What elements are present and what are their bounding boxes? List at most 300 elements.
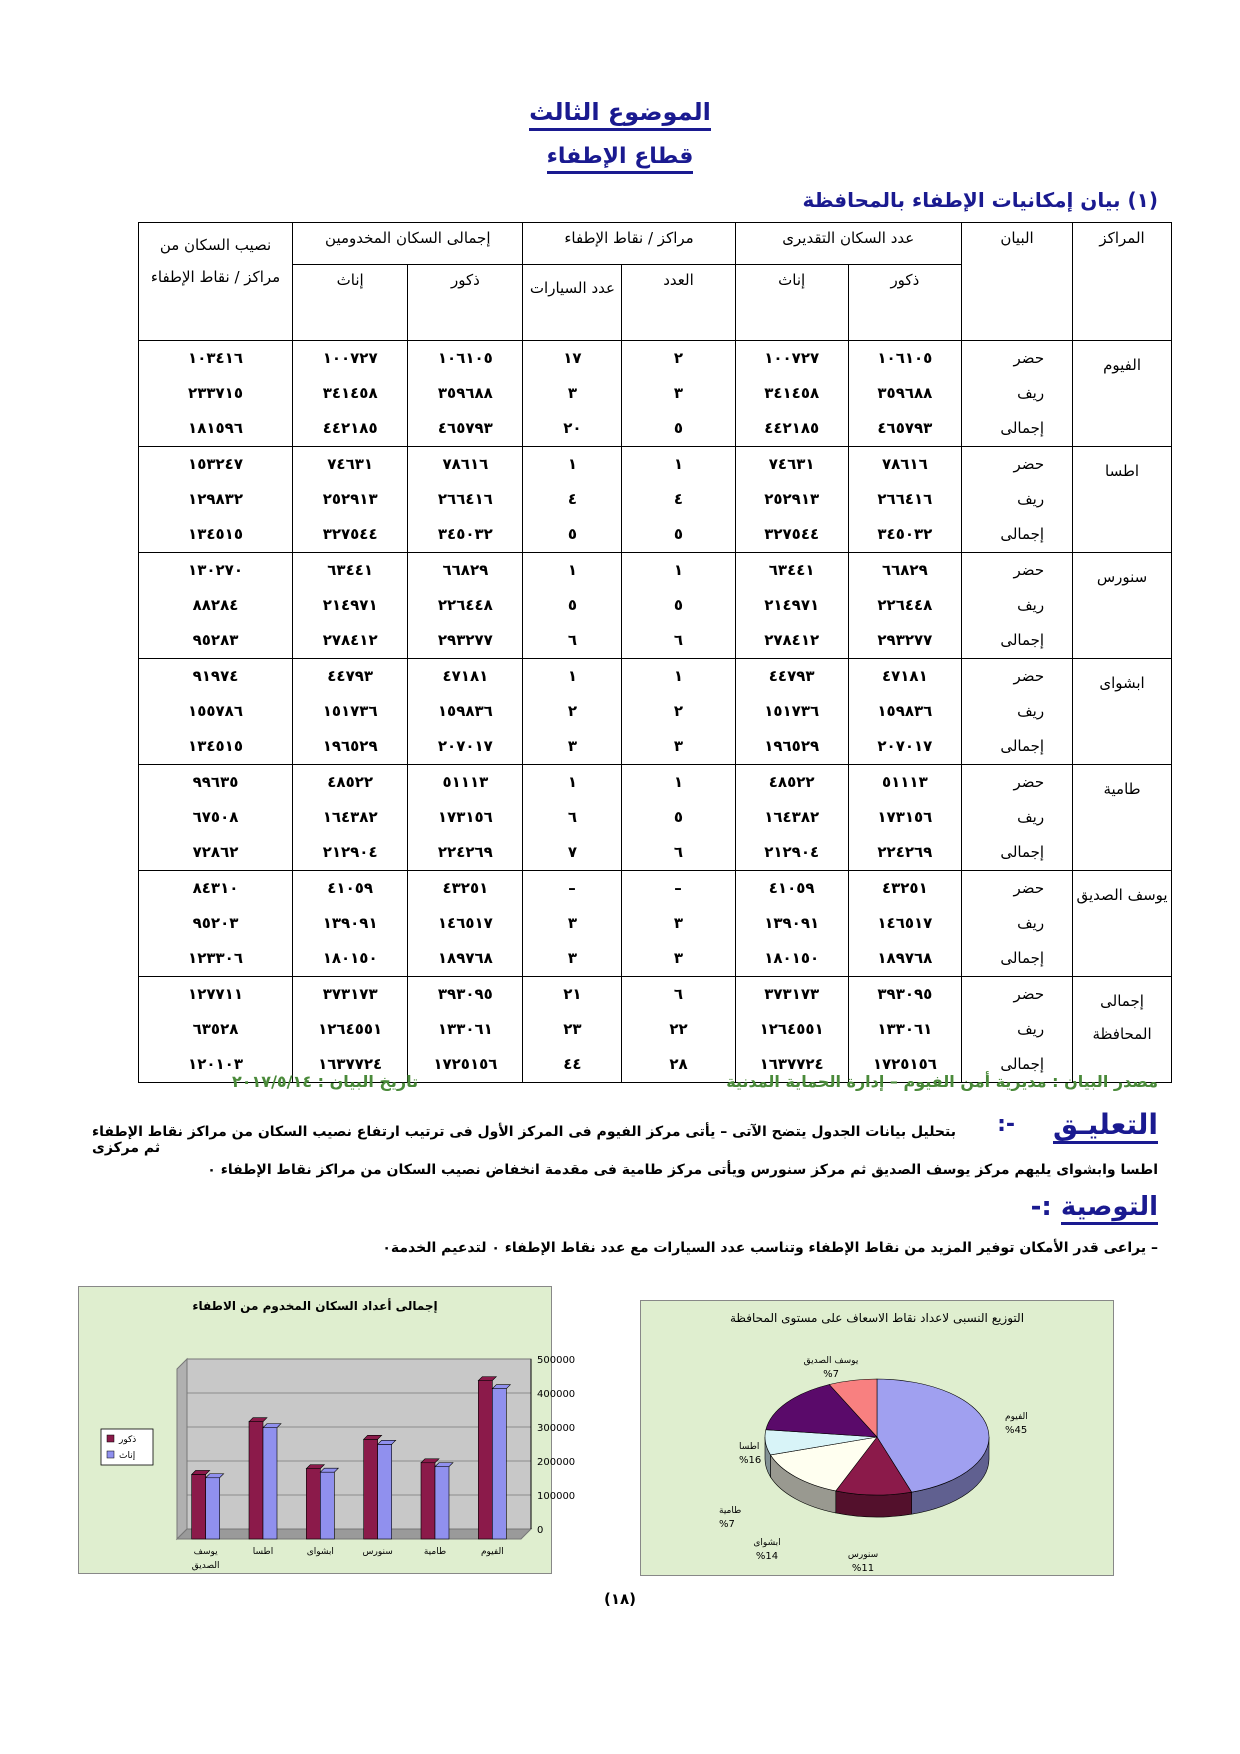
cell-value: ٢١ <box>563 985 582 1003</box>
header-est-males: ذكور <box>848 265 961 341</box>
cell-value: ٦ <box>673 843 684 861</box>
row-label: ريف <box>1017 384 1045 402</box>
row-label: إجمالى <box>1000 843 1045 861</box>
cell-value: ١٨٩٧٦٨ <box>437 949 493 967</box>
data-cell <box>622 871 735 977</box>
row-label: ريف <box>1017 596 1045 614</box>
row-label: حضر <box>1013 985 1045 1003</box>
cell-value: ٤٣٢٥١ <box>881 879 928 897</box>
cell-value: ١٠٣٤١٦ <box>188 349 243 367</box>
cell-value: ١٧٣١٥٦ <box>877 808 933 826</box>
y-tick-label: 100000 <box>537 1491 576 1502</box>
cell-value: ٣ <box>567 949 578 967</box>
x-tick-label: ابشواى <box>306 1547 334 1557</box>
comment-text-2: اطسا وابشواى يليهم مركز يوسف الصديق ثم مركز سنورس ويأتى مركز طامية فى مقدمة انخفاض نصيب السكان من مراكز نقاط الإطفاء ٠ <box>207 1162 1158 1178</box>
cell-value: ٢ <box>673 702 684 720</box>
table-row <box>139 659 1172 765</box>
cell-value: ٤٨٥٢٢ <box>327 773 374 791</box>
cell-value: ٢ <box>567 702 578 720</box>
data-cell <box>408 765 523 871</box>
pie-chart <box>641 1301 1113 1575</box>
cell-value: ٢٥٢٩١٣ <box>322 490 378 508</box>
header-served-females: إناث <box>293 265 408 341</box>
cell-value: ٥ <box>673 525 684 543</box>
data-cell <box>408 447 523 553</box>
cell-value: ٣٤١٤٥٨ <box>764 384 820 402</box>
cell-value: ٦٦٨٢٩ <box>881 561 928 579</box>
plot-floor <box>177 1529 531 1539</box>
data-cell <box>293 871 408 977</box>
data-cell <box>622 659 735 765</box>
table-row <box>139 765 1172 871</box>
data-cell <box>735 765 848 871</box>
data-cell <box>622 765 735 871</box>
y-tick-label: 200000 <box>537 1457 576 1468</box>
cell-value: ٢٩٣٢٧٧ <box>437 631 493 649</box>
cell-value: ٣٩٣٠٩٥ <box>877 985 933 1003</box>
cell-value: ٤٤٧٩٣ <box>768 667 815 685</box>
data-cell <box>293 765 408 871</box>
cell-value: ١٨١٥٩٦ <box>188 419 243 437</box>
pie-percent: %7 <box>719 1519 735 1530</box>
header-statement: البيان <box>961 223 1072 341</box>
cell-value: ٥١١١٣ <box>442 773 489 791</box>
cell-value: ٣٥٩٦٨٨ <box>437 384 493 402</box>
cell-value: ١ <box>567 773 578 791</box>
cell-value: ٦ <box>673 631 684 649</box>
pie-chart-panel <box>640 1300 1114 1576</box>
cell-value: ٢١٤٩٧١ <box>764 596 820 614</box>
cell-value: ٢٢٤٢٦٩ <box>877 843 933 861</box>
x-tick-label: اطسا <box>252 1547 274 1557</box>
data-cell <box>408 977 523 1083</box>
data-cell <box>735 977 848 1083</box>
bar <box>364 1439 378 1539</box>
cell-value: ٥١١١٣ <box>881 773 928 791</box>
header-served-males: ذكور <box>408 265 523 341</box>
cell-value: ٢ <box>673 349 684 367</box>
row-labels <box>961 447 1072 553</box>
cell-value: ٤٣٢٥١ <box>442 879 489 897</box>
recommendation-heading: التوصية :- <box>1031 1192 1158 1222</box>
cell-value: ١ <box>567 667 578 685</box>
table-row <box>139 553 1172 659</box>
bar <box>478 1381 492 1539</box>
header-est-pop: عدد السكان التقديرى <box>735 223 961 265</box>
cell-value: ١٧٢٥١٥٦ <box>433 1055 498 1073</box>
cell-value: ٦ <box>567 631 578 649</box>
bar-chart-title: إجمالى أعداد السكان المخدوم من الاطفاء <box>192 1299 438 1313</box>
data-cell <box>139 765 293 871</box>
cell-value: ٣٤١٤٥٨ <box>322 384 378 402</box>
cell-value: ٤٨٥٢٢ <box>768 773 815 791</box>
bar <box>249 1422 263 1539</box>
section-title: قطاع الإطفاء <box>0 144 1240 169</box>
cell-value: ١٢٣٣٠٦ <box>188 949 243 967</box>
comment-heading-suffix: :- <box>997 1112 1015 1137</box>
data-cell <box>139 871 293 977</box>
plot-side-wall <box>177 1359 187 1539</box>
pie-label: سنورس <box>847 1550 879 1560</box>
cell-value: ١ <box>567 455 578 473</box>
y-tick-label: 400000 <box>537 1389 576 1400</box>
cell-value: ٣ <box>673 737 684 755</box>
cell-value: ١ <box>673 561 684 579</box>
cell-value: ٥ <box>673 808 684 826</box>
page-number: (١٨) <box>603 1590 637 1608</box>
cell-value: ٣ <box>673 949 684 967</box>
data-cell <box>523 977 622 1083</box>
cell-value: ٤ <box>567 490 578 508</box>
row-label: إجمالى <box>1000 419 1045 437</box>
cell-value: ٢٢٦٤٤٨ <box>877 596 933 614</box>
center-name: سنورس <box>1073 553 1172 659</box>
cell-value: ١٢٩٨٣٢ <box>188 490 243 508</box>
cell-value: ١٥٣٢٤٧ <box>188 455 243 473</box>
table-row <box>139 977 1172 1083</box>
row-labels <box>961 765 1072 871</box>
cell-value: ٢٠٧٠١٧ <box>877 737 933 755</box>
header-share: نصيب السكان من مراكز / نقاط الإطفاء <box>139 223 293 341</box>
row-label: إجمالى <box>1000 949 1045 967</box>
cell-value: ٧٤٦٣١ <box>768 455 815 473</box>
bar <box>263 1428 277 1539</box>
cell-value: ٨٤٣١٠ <box>192 879 239 897</box>
table-row <box>139 341 1172 447</box>
cell-value: ١٩٦٥٢٩ <box>322 737 378 755</box>
data-cell <box>408 553 523 659</box>
cell-value: ١٠٠٧٢٧ <box>322 349 378 367</box>
row-label: إجمالى <box>1000 1055 1045 1073</box>
cell-value: ١٧ <box>563 349 582 367</box>
cell-value: ٥ <box>673 596 684 614</box>
bar <box>492 1389 506 1539</box>
x-tick-label: الفيوم <box>480 1547 504 1557</box>
row-label: حضر <box>1013 349 1045 367</box>
data-cell <box>139 659 293 765</box>
cell-value: ٢٢ <box>669 1020 688 1038</box>
firefighting-table <box>138 222 1172 1083</box>
cell-value: ٦٧٥٠٨ <box>192 808 239 826</box>
cell-value: ٥ <box>567 525 578 543</box>
header-est-females: إناث <box>735 265 848 341</box>
data-cell <box>293 447 408 553</box>
cell-value: ١٨٠١٥٠ <box>322 949 378 967</box>
center-name: ابشواى <box>1073 659 1172 765</box>
data-cell <box>735 659 848 765</box>
cell-value: ٧٤٦٣١ <box>327 455 374 473</box>
cell-value: ٩٥٢٠٣ <box>192 914 239 932</box>
data-source: مصدر البيان : مديرية أمن الفيوم – إدارة الحماية المدنية <box>726 1072 1158 1091</box>
cell-value: ١٤٦٥١٧ <box>877 914 933 932</box>
pie-percent: %45 <box>1005 1425 1028 1436</box>
data-cell <box>622 447 735 553</box>
cell-value: ١٨٩٧٦٨ <box>877 949 933 967</box>
pie-percent: %16 <box>739 1455 762 1466</box>
cell-value: ٢١٤٩٧١ <box>322 596 378 614</box>
cell-value: ٧٨٦١٦ <box>442 455 489 473</box>
header-stations: مراكز / نقاط الإطفاء <box>523 223 735 265</box>
cell-value: ٢٧٨٤١٢ <box>322 631 378 649</box>
cell-value: ٢٥٢٩١٣ <box>764 490 820 508</box>
cell-value: ١٧٢٥١٥٦ <box>872 1055 937 1073</box>
bar <box>421 1463 435 1539</box>
cell-value: ١٣٤٥١٥ <box>188 525 243 543</box>
cell-value: ١ <box>673 455 684 473</box>
cell-value: ٦٣٥٢٨ <box>192 1020 239 1038</box>
cell-value: ١٥٥٧٨٦ <box>188 702 243 720</box>
row-labels <box>961 553 1072 659</box>
data-cell <box>735 553 848 659</box>
table-row <box>139 447 1172 553</box>
row-label: ريف <box>1017 490 1045 508</box>
cell-value: ٩٥٢٨٣ <box>192 631 239 649</box>
cell-value: ١٥٩٨٣٦ <box>437 702 493 720</box>
cell-value: ٢٩٣٢٧٧ <box>877 631 933 649</box>
bar <box>192 1474 206 1539</box>
cell-value: ٢٨ <box>669 1055 688 1073</box>
row-label: إجمالى <box>1000 525 1045 543</box>
pie-chart-title: التوزيع النسبى لاعداد نقاط الاسعاف على مستوى المحافظة <box>729 1311 1025 1325</box>
cell-value: ٢٧٨٤١٢ <box>764 631 820 649</box>
legend-swatch <box>107 1435 114 1442</box>
cell-value: ٢٢٤٢٦٩ <box>437 843 493 861</box>
data-cell <box>735 341 848 447</box>
bar <box>435 1467 449 1539</box>
data-cell <box>848 659 961 765</box>
data-cell <box>139 447 293 553</box>
cell-value: ٢١٢٩٠٤ <box>764 843 820 861</box>
cell-value: ٤٤ <box>563 1055 582 1073</box>
legend-label: ذكور <box>119 1435 137 1445</box>
center-name: الفيوم <box>1073 341 1172 447</box>
data-cell <box>408 659 523 765</box>
cell-value: ٤٧١٨١ <box>442 667 489 685</box>
bar <box>378 1444 392 1539</box>
data-cell <box>848 871 961 977</box>
cell-value: ٣٢٧٥٤٤ <box>764 525 820 543</box>
row-labels <box>961 977 1072 1083</box>
cell-value: ٣ <box>673 384 684 402</box>
cell-value: ١٣٤٥١٥ <box>188 737 243 755</box>
data-cell <box>622 977 735 1083</box>
data-date: تاريخ البيان : ٢٠١٧/٥/١٤ <box>232 1072 419 1091</box>
x-tick-label: يوسف <box>193 1547 218 1557</box>
pie-label: اطسا <box>739 1442 760 1452</box>
header-served-pop: إجمالى السكان المخدومين <box>293 223 523 265</box>
cell-value: ٥ <box>673 419 684 437</box>
cell-value: ٩٩٦٣٥ <box>192 773 239 791</box>
comment-heading: التعليـق <box>1053 1108 1158 1141</box>
cell-value: ٤٧١٨١ <box>881 667 928 685</box>
cell-value: – <box>674 879 683 897</box>
cell-value: ١٦٤٣٨٢ <box>764 808 820 826</box>
data-cell <box>735 871 848 977</box>
data-cell <box>523 341 622 447</box>
cell-value: ٤ <box>673 490 684 508</box>
data-cell <box>523 553 622 659</box>
cell-value: ٢٣٣٧١٥ <box>188 384 243 402</box>
cell-value: ١٥١٧٣٦ <box>322 702 378 720</box>
data-cell <box>139 341 293 447</box>
cell-value: ٦٣٤٤١ <box>327 561 374 579</box>
cell-value: ٩١٩٧٤ <box>192 667 239 685</box>
center-name: اطسا <box>1073 447 1172 553</box>
pie-label: طامية <box>719 1506 742 1516</box>
row-label: إجمالى <box>1000 737 1045 755</box>
bar <box>306 1469 320 1539</box>
recommendation-text: – يراعى قدر الأمكان توفير المزيد من نقاط الإطفاء وتناسب عدد السيارات مع عدد نقاط الإطفاء ٠ لتدعيم الخدمة٠ <box>382 1240 1158 1256</box>
pie-label: يوسف الصديق <box>803 1356 859 1366</box>
cell-value: ١٣٩٠٩١ <box>322 914 378 932</box>
cell-value: ١ <box>673 667 684 685</box>
cell-value: ٢٢٦٤٤٨ <box>437 596 493 614</box>
cell-value: ٤١٠٥٩ <box>327 879 374 897</box>
cell-value: ١ <box>673 773 684 791</box>
center-name: إجمالى المحافظة <box>1073 977 1172 1083</box>
cell-value: ٤٦٥٧٩٣ <box>437 419 493 437</box>
cell-value: ٧٨٦١٦ <box>881 455 928 473</box>
row-label: ريف <box>1017 702 1045 720</box>
cell-value: ٢١٢٩٠٤ <box>322 843 378 861</box>
y-tick-label: 500000 <box>537 1355 576 1366</box>
cell-value: ٣٧٣١٧٣ <box>322 985 378 1003</box>
cell-value: ٨٨٢٨٤ <box>192 596 239 614</box>
cell-value: ١٢٦٤٥٥١ <box>318 1020 383 1038</box>
cell-value: ١٠٦١٠٥ <box>877 349 933 367</box>
pie-percent: %14 <box>755 1551 779 1562</box>
data-cell <box>735 447 848 553</box>
page-title: الموضوع الثالث <box>0 98 1240 126</box>
cell-value: ١٣٣٠٦١ <box>877 1020 933 1038</box>
header-center: المراكز <box>1073 223 1172 341</box>
x-tick-label: طامية <box>423 1547 447 1557</box>
row-labels <box>961 341 1072 447</box>
row-label: حضر <box>1013 667 1045 685</box>
cell-value: ١٩٦٥٢٩ <box>764 737 820 755</box>
data-cell <box>523 871 622 977</box>
row-label: إجمالى <box>1000 631 1045 649</box>
row-labels <box>961 659 1072 765</box>
cell-value: ١٦٤٣٨٢ <box>322 808 378 826</box>
header-cars: عدد السيارات <box>523 265 622 341</box>
cell-value: ١٥١٧٣٦ <box>764 702 820 720</box>
cell-value: ٢٠٧٠١٧ <box>437 737 493 755</box>
cell-value: ٣ <box>567 914 578 932</box>
cell-value: ٣ <box>673 914 684 932</box>
center-name: يوسف الصديق <box>1073 871 1172 977</box>
cell-value: ٢٣ <box>563 1020 582 1038</box>
data-cell <box>139 977 293 1083</box>
row-label: ريف <box>1017 914 1045 932</box>
cell-value: ٤٤٧٩٣ <box>327 667 374 685</box>
cell-value: ٢٦٦٤١٦ <box>877 490 933 508</box>
cell-value: ٤٦٥٧٩٣ <box>877 419 933 437</box>
cell-value: ١٤٦٥١٧ <box>437 914 493 932</box>
data-cell <box>408 341 523 447</box>
cell-value: ٧ <box>567 843 578 861</box>
cell-value: ٣٤٥٠٣٢ <box>877 525 933 543</box>
data-cell <box>408 871 523 977</box>
data-cell <box>523 447 622 553</box>
cell-value: ٣ <box>567 384 578 402</box>
cell-value: – <box>568 879 577 897</box>
cell-value: ١٦٣٧٧٢٤ <box>759 1055 824 1073</box>
data-cell <box>293 341 408 447</box>
data-cell <box>848 447 961 553</box>
data-cell <box>293 553 408 659</box>
pie-percent: %7 <box>823 1369 839 1380</box>
data-cell <box>523 765 622 871</box>
cell-value: ١٣٩٠٩١ <box>764 914 820 932</box>
center-name: طامية <box>1073 765 1172 871</box>
cell-value: ٣٩٣٠٩٥ <box>437 985 493 1003</box>
y-tick-label: 300000 <box>537 1423 576 1434</box>
data-cell <box>848 977 961 1083</box>
cell-value: ٣٤٥٠٣٢ <box>437 525 493 543</box>
y-tick-label: 0 <box>537 1525 544 1536</box>
data-cell <box>622 553 735 659</box>
pie-label: ابشواى <box>753 1538 781 1548</box>
data-cell <box>848 553 961 659</box>
cell-value: ٥ <box>567 596 578 614</box>
cell-value: ١٦٣٧٧٢٤ <box>318 1055 383 1073</box>
cell-value: ٢٦٦٤١٦ <box>437 490 493 508</box>
x-tick-label: الصديق <box>191 1561 220 1571</box>
data-cell <box>622 341 735 447</box>
cell-value: ١٨٠١٥٠ <box>764 949 820 967</box>
cell-value: ١٢٦٤٥٥١ <box>759 1020 824 1038</box>
row-label: ريف <box>1017 1020 1045 1038</box>
row-label: حضر <box>1013 879 1045 897</box>
cell-value: ٦ <box>567 808 578 826</box>
cell-value: ١٧٣١٥٦ <box>437 808 493 826</box>
cell-value: ٣٧٣١٧٣ <box>764 985 820 1003</box>
cell-value: ٤٤٢١٨٥ <box>322 419 378 437</box>
data-cell <box>139 553 293 659</box>
table-caption: (١) بيان إمكانيات الإطفاء بالمحافظة <box>802 188 1158 212</box>
data-cell <box>523 659 622 765</box>
cell-value: ٢٠ <box>563 419 582 437</box>
cell-value: ١٠٠٧٢٧ <box>764 349 820 367</box>
cell-value: ٦٣٤٤١ <box>768 561 815 579</box>
legend-label: إناث <box>119 1451 136 1461</box>
cell-value: ٧٢٨٦٢ <box>192 843 239 861</box>
bar-chart <box>79 1287 576 1573</box>
row-label: حضر <box>1013 455 1045 473</box>
cell-value: ٦ <box>673 985 684 1003</box>
data-cell <box>293 659 408 765</box>
bar <box>206 1478 220 1539</box>
bar-chart-panel <box>78 1286 576 1574</box>
cell-value: ٣٢٧٥٤٤ <box>322 525 378 543</box>
pie-label: الفيوم <box>1005 1412 1028 1422</box>
cell-value: ١٠٦١٠٥ <box>437 349 493 367</box>
cell-value: ١٢٧٧١١ <box>188 985 243 1003</box>
row-labels <box>961 871 1072 977</box>
row-label: حضر <box>1013 561 1045 579</box>
header-count: العدد <box>622 265 735 341</box>
cell-value: ١ <box>567 561 578 579</box>
bar <box>320 1472 334 1539</box>
data-cell <box>848 341 961 447</box>
x-tick-label: سنورس <box>362 1547 393 1557</box>
pie-percent: %11 <box>851 1563 875 1574</box>
cell-value: ١٣٣٠٦١ <box>437 1020 493 1038</box>
table-row <box>139 871 1172 977</box>
row-label: حضر <box>1013 773 1045 791</box>
cell-value: ٤٤٢١٨٥ <box>764 419 820 437</box>
